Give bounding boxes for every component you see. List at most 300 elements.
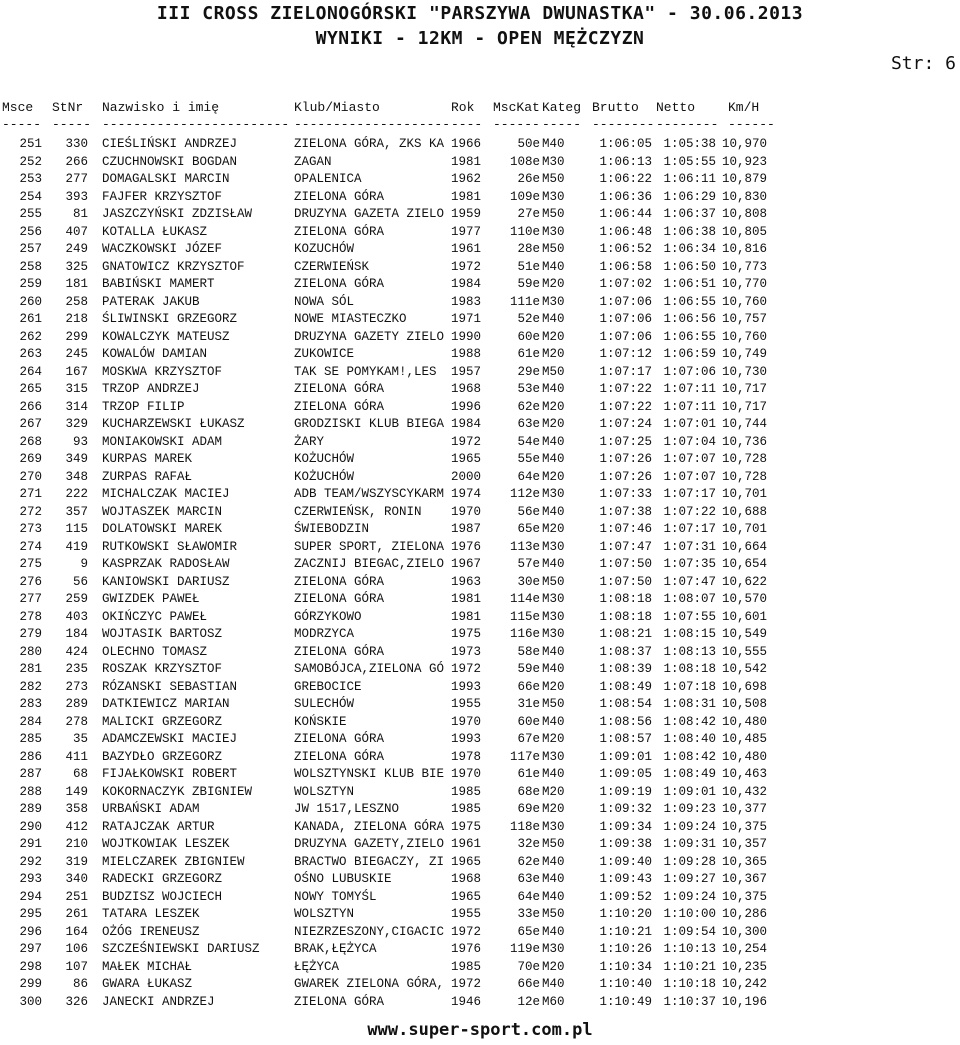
cell-athlete-name: ZURPAS RAFAŁ <box>102 469 193 484</box>
cell-place: 273 <box>19 522 42 536</box>
cell-club: OPALENICA <box>294 172 362 186</box>
cell-category: M30 <box>542 592 565 606</box>
cell-gross-time: 1:08:21 <box>599 627 652 641</box>
cell-place: 266 <box>19 399 42 414</box>
table-row <box>0 346 960 364</box>
table-row <box>0 871 960 889</box>
cell-net-time: 1:07:47 <box>663 574 716 589</box>
cell-place: 284 <box>19 714 42 729</box>
cell-category: M30 <box>542 294 565 309</box>
cell-category: M20 <box>542 277 565 291</box>
header-separator <box>0 116 960 134</box>
cell-net-time: 1:06:29 <box>663 189 716 204</box>
cell-club: ZIELONA GÓRA <box>294 592 385 606</box>
cell-gross-time: 1:06:58 <box>599 259 652 274</box>
table-row <box>0 574 960 592</box>
table-row <box>0 661 960 679</box>
cell-net-time: 1:09:24 <box>663 889 716 904</box>
cell-gross-time: 1:09:32 <box>599 802 652 816</box>
cell-birth-year: 1972 <box>451 434 482 449</box>
cell-place: 280 <box>19 644 42 659</box>
cell-net-time: 1:06:37 <box>663 207 716 221</box>
cell-gross-time: 1:09:40 <box>599 854 652 869</box>
cell-athlete-name: FAJFER KRZYSZTOF <box>102 189 223 204</box>
cell-start-number: 412 <box>65 819 88 834</box>
cell-category: M40 <box>542 557 565 571</box>
cell-speed: 10,744 <box>722 417 768 431</box>
cell-category: M50 <box>542 242 565 256</box>
table-row <box>0 521 960 539</box>
cell-category: M50 <box>542 172 565 186</box>
cell-start-number: 86 <box>72 977 88 991</box>
cell-net-time: 1:06:55 <box>663 329 716 344</box>
table-row <box>0 906 960 924</box>
table-row <box>0 644 960 662</box>
table-row <box>0 609 960 627</box>
cell-start-number: 181 <box>65 277 88 291</box>
cell-category: M40 <box>542 644 565 659</box>
cell-club: GREBOCICE <box>294 679 362 694</box>
cell-athlete-name: JASZCZYŃSKI ZDZISŁAW <box>102 207 253 221</box>
cell-category: M20 <box>542 784 565 799</box>
cell-club: ADB TEAM/WSZYSCYKARM <box>294 487 445 501</box>
separator-brutto: -------- <box>592 117 655 132</box>
cell-category: M20 <box>542 417 565 431</box>
cell-athlete-name: KANIOWSKI DARIUSZ <box>102 574 230 589</box>
cell-club: ZACZNIJ BIEGAC,ZIELO <box>294 557 445 571</box>
cell-net-time: 1:07:07 <box>663 469 716 484</box>
cell-speed: 10,654 <box>722 557 768 571</box>
cell-gross-time: 1:09:34 <box>599 819 652 834</box>
cell-net-time: 1:09:31 <box>663 837 716 851</box>
cell-birth-year: 1955 <box>451 907 482 921</box>
cell-speed: 10,760 <box>722 329 768 344</box>
cell-net-time: 1:10:13 <box>663 942 716 956</box>
cell-athlete-name: WOJTKOWIAK LESZEK <box>102 837 230 851</box>
cell-net-time: 1:07:55 <box>663 609 716 624</box>
cell-speed: 10,365 <box>722 854 768 869</box>
cell-category-place: 112e <box>509 487 540 501</box>
cell-club: ZIELONA GÓRA, ZKS KA <box>294 137 445 151</box>
cell-start-number: 258 <box>65 294 88 309</box>
cell-start-number: 164 <box>65 924 88 939</box>
cell-net-time: 1:09:23 <box>663 802 716 816</box>
cell-net-time: 1:08:49 <box>663 767 716 781</box>
cell-place: 260 <box>19 294 42 309</box>
cell-place: 296 <box>19 924 42 939</box>
cell-speed: 10,728 <box>722 452 768 466</box>
cell-club: SULECHÓW <box>294 697 355 711</box>
cell-club: KOŻUCHÓW <box>294 452 355 466</box>
cell-birth-year: 1972 <box>451 977 482 991</box>
cell-gross-time: 1:09:05 <box>599 767 652 781</box>
cell-category-place: 53e <box>517 382 540 396</box>
cell-place: 269 <box>19 452 42 466</box>
cell-category: M40 <box>542 872 565 886</box>
table-row <box>0 294 960 312</box>
cell-category-place: 60e <box>517 714 540 729</box>
cell-athlete-name: RUTKOWSKI SŁAWOMIR <box>102 539 238 554</box>
cell-net-time: 1:08:18 <box>663 662 716 676</box>
cell-birth-year: 1985 <box>451 959 482 974</box>
cell-category: M50 <box>542 837 565 851</box>
cell-athlete-name: JANECKI ANDRZEJ <box>102 994 215 1009</box>
cell-category: M20 <box>542 347 565 361</box>
table-row <box>0 556 960 574</box>
cell-category-place: 33e <box>517 907 540 921</box>
cell-category-place: 68e <box>517 784 540 799</box>
cell-category-place: 61e <box>517 767 540 781</box>
cell-category: M20 <box>542 679 565 694</box>
cell-net-time: 1:10:00 <box>663 907 716 921</box>
results-table <box>0 136 960 1011</box>
cell-category: M20 <box>542 522 565 536</box>
table-row <box>0 714 960 732</box>
cell-athlete-name: WOJTASIK BARTOSZ <box>102 627 223 641</box>
cell-club: KOZUCHÓW <box>294 242 355 256</box>
cell-athlete-name: MAŁEK MICHAŁ <box>102 959 193 974</box>
cell-category-place: 60e <box>517 329 540 344</box>
cell-gross-time: 1:08:18 <box>599 609 652 624</box>
cell-start-number: 9 <box>80 557 88 571</box>
cell-category-place: 30e <box>517 574 540 589</box>
cell-athlete-name: BABIŃSKI MAMERT <box>102 277 215 291</box>
cell-athlete-name: KURPAS MAREK <box>102 452 193 466</box>
cell-athlete-name: BAZYDŁO GRZEGORZ <box>102 749 223 764</box>
cell-net-time: 1:06:34 <box>663 242 716 256</box>
cell-category-place: 31e <box>517 697 540 711</box>
cell-place: 285 <box>19 732 42 746</box>
cell-gross-time: 1:08:57 <box>599 732 652 746</box>
table-row <box>0 171 960 189</box>
cell-net-time: 1:08:40 <box>663 732 716 746</box>
cell-gross-time: 1:06:52 <box>599 242 652 256</box>
cell-athlete-name: MOSKWA KRZYSZTOF <box>102 364 223 379</box>
cell-net-time: 1:06:11 <box>663 172 716 186</box>
cell-start-number: 261 <box>65 907 88 921</box>
table-row <box>0 539 960 557</box>
cell-category-place: 27e <box>517 207 540 221</box>
cell-start-number: 81 <box>72 207 88 221</box>
cell-athlete-name: CIEŚLIŃSKI ANDRZEJ <box>102 137 238 151</box>
cell-gross-time: 1:08:39 <box>599 662 652 676</box>
cell-athlete-name: WOJTASZEK MARCIN <box>102 504 223 519</box>
col-header-netto: Netto <box>656 100 696 115</box>
cell-category-place: 109e <box>509 189 540 204</box>
cell-place: 277 <box>19 592 42 606</box>
cell-club: ZIELONA GÓRA <box>294 224 385 239</box>
cell-start-number: 106 <box>65 942 88 956</box>
cell-birth-year: 1987 <box>451 522 482 536</box>
cell-speed: 10,432 <box>722 784 768 799</box>
cell-athlete-name: TATARA LESZEK <box>102 907 200 921</box>
cell-birth-year: 1975 <box>451 819 482 834</box>
separator-kateg: ----- <box>542 117 582 132</box>
cell-gross-time: 1:09:43 <box>599 872 652 886</box>
cell-start-number: 235 <box>65 662 88 676</box>
cell-athlete-name: DOLATOWSKI MAREK <box>102 522 223 536</box>
cell-gross-time: 1:06:05 <box>599 137 652 151</box>
cell-speed: 10,254 <box>722 942 768 956</box>
cell-category: M40 <box>542 662 565 676</box>
cell-athlete-name: ŚLIWINSKI GRZEGORZ <box>102 312 238 326</box>
table-row <box>0 434 960 452</box>
cell-place: 286 <box>19 749 42 764</box>
page-number: Str: 6 <box>890 53 956 74</box>
cell-start-number: 419 <box>65 539 88 554</box>
cell-start-number: 315 <box>65 382 88 396</box>
cell-net-time: 1:07:18 <box>663 679 716 694</box>
cell-club: WOLSZTYNSKI KLUB BIE <box>294 767 445 781</box>
cell-gross-time: 1:08:54 <box>599 697 652 711</box>
cell-category-place: 115e <box>509 609 540 624</box>
cell-speed: 10,508 <box>722 697 768 711</box>
cell-birth-year: 1966 <box>451 137 482 151</box>
cell-club: ŁĘŻYCA <box>294 959 340 974</box>
table-row <box>0 381 960 399</box>
cell-athlete-name: KOTALLA ŁUKASZ <box>102 224 208 239</box>
cell-gross-time: 1:07:33 <box>599 487 652 501</box>
cell-start-number: 411 <box>65 749 88 764</box>
cell-net-time: 1:10:18 <box>663 977 716 991</box>
cell-gross-time: 1:09:38 <box>599 837 652 851</box>
cell-gross-time: 1:06:13 <box>599 154 652 169</box>
cell-place: 268 <box>19 434 42 449</box>
cell-birth-year: 1959 <box>451 207 482 221</box>
cell-start-number: 273 <box>65 679 88 694</box>
cell-category: M40 <box>542 312 565 326</box>
cell-athlete-name: GWIZDEK PAWEŁ <box>102 592 200 606</box>
cell-start-number: 184 <box>65 627 88 641</box>
cell-speed: 10,717 <box>722 399 768 414</box>
cell-category-place: 63e <box>517 417 540 431</box>
cell-category-place: 67e <box>517 732 540 746</box>
cell-category: M20 <box>542 329 565 344</box>
cell-place: 264 <box>19 364 42 379</box>
cell-net-time: 1:09:54 <box>663 924 716 939</box>
cell-birth-year: 1985 <box>451 784 482 799</box>
table-row <box>0 504 960 522</box>
cell-gross-time: 1:07:38 <box>599 504 652 519</box>
cell-gross-time: 1:07:17 <box>599 364 652 379</box>
cell-net-time: 1:09:01 <box>663 784 716 799</box>
cell-net-time: 1:05:38 <box>663 137 716 151</box>
cell-category: M40 <box>542 977 565 991</box>
cell-category-place: 114e <box>509 592 540 606</box>
cell-net-time: 1:06:59 <box>663 347 716 361</box>
cell-start-number: 289 <box>65 697 88 711</box>
table-row <box>0 154 960 172</box>
cell-athlete-name: OKIŃCZYC PAWEŁ <box>102 609 208 624</box>
cell-birth-year: 1970 <box>451 714 482 729</box>
cell-club: GWAREK ZIELONA GÓRA, <box>294 977 445 991</box>
cell-place: 252 <box>19 154 42 169</box>
cell-category: M50 <box>542 364 565 379</box>
cell-net-time: 1:08:42 <box>663 749 716 764</box>
cell-birth-year: 1978 <box>451 749 482 764</box>
cell-birth-year: 1975 <box>451 627 482 641</box>
cell-category-place: 59e <box>517 277 540 291</box>
cell-club: WOLSZTYN <box>294 784 355 799</box>
separator-name: ------------------------ <box>102 117 290 132</box>
cell-speed: 10,601 <box>722 609 768 624</box>
cell-club: ZAGAN <box>294 154 332 169</box>
cell-speed: 10,367 <box>722 872 768 886</box>
cell-category: M30 <box>542 487 565 501</box>
cell-club: BRAK,ŁĘŻYCA <box>294 942 377 956</box>
cell-club: ZIELONA GÓRA <box>294 574 385 589</box>
cell-category: M30 <box>542 609 565 624</box>
cell-birth-year: 1972 <box>451 924 482 939</box>
cell-speed: 10,357 <box>722 837 768 851</box>
cell-speed: 10,770 <box>722 277 768 291</box>
cell-speed: 10,730 <box>722 364 768 379</box>
cell-birth-year: 1962 <box>451 172 482 186</box>
cell-club: KOŃSKIE <box>294 714 347 729</box>
cell-speed: 10,375 <box>722 819 768 834</box>
cell-gross-time: 1:07:06 <box>599 329 652 344</box>
cell-start-number: 357 <box>65 504 88 519</box>
cell-net-time: 1:07:22 <box>663 504 716 519</box>
cell-place: 274 <box>19 539 42 554</box>
cell-category-place: 32e <box>517 837 540 851</box>
table-row <box>0 451 960 469</box>
cell-gross-time: 1:06:36 <box>599 189 652 204</box>
cell-place: 262 <box>19 329 42 344</box>
cell-speed: 10,300 <box>722 924 768 939</box>
cell-place: 253 <box>19 172 42 186</box>
cell-gross-time: 1:07:06 <box>599 312 652 326</box>
cell-birth-year: 1961 <box>451 837 482 851</box>
cell-gross-time: 1:06:48 <box>599 224 652 239</box>
cell-athlete-name: RADECKI GRZEGORZ <box>102 872 223 886</box>
cell-category-place: 56e <box>517 504 540 519</box>
cell-category-place: 55e <box>517 452 540 466</box>
separator-kmh: ------ <box>728 117 775 132</box>
cell-club: SAMOBÓJCA,ZIELONA GÓ <box>294 662 445 676</box>
col-header-msckat: MscKat <box>493 100 540 115</box>
cell-birth-year: 1972 <box>451 662 482 676</box>
cell-start-number: 222 <box>65 487 88 501</box>
cell-category-place: 64e <box>517 889 540 904</box>
cell-birth-year: 1993 <box>451 679 482 694</box>
table-row <box>0 854 960 872</box>
cell-start-number: 348 <box>65 469 88 484</box>
cell-birth-year: 1946 <box>451 994 482 1009</box>
cell-speed: 10,808 <box>722 207 768 221</box>
table-row <box>0 679 960 697</box>
cell-speed: 10,480 <box>722 749 768 764</box>
cell-start-number: 325 <box>65 259 88 274</box>
cell-category-place: 12e <box>517 994 540 1009</box>
cell-category-place: 65e <box>517 924 540 939</box>
cell-athlete-name: GWARA ŁUKASZ <box>102 977 193 991</box>
cell-category: M20 <box>542 732 565 746</box>
cell-category-place: 66e <box>517 977 540 991</box>
cell-athlete-name: FIJAŁKOWSKI ROBERT <box>102 767 238 781</box>
cell-birth-year: 1993 <box>451 732 482 746</box>
cell-place: 300 <box>19 994 42 1009</box>
cell-speed: 10,701 <box>722 522 768 536</box>
cell-birth-year: 1972 <box>451 259 482 274</box>
cell-club: ZUKOWICE <box>294 347 355 361</box>
cell-athlete-name: OŻÓG IRENEUSZ <box>102 924 200 939</box>
cell-start-number: 424 <box>65 644 88 659</box>
cell-athlete-name: SZCZEŚNIEWSKI DARIUSZ <box>102 942 260 956</box>
cell-birth-year: 1981 <box>451 609 482 624</box>
cell-start-number: 249 <box>65 242 88 256</box>
cell-place: 255 <box>19 207 42 221</box>
cell-place: 282 <box>19 679 42 694</box>
cell-gross-time: 1:08:49 <box>599 679 652 694</box>
cell-start-number: 326 <box>65 994 88 1009</box>
cell-start-number: 277 <box>65 172 88 186</box>
cell-place: 261 <box>19 312 42 326</box>
cell-gross-time: 1:06:22 <box>599 172 652 186</box>
cell-gross-time: 1:10:20 <box>599 907 652 921</box>
cell-category-place: 117e <box>509 749 540 764</box>
cell-category-place: 70e <box>517 959 540 974</box>
table-row <box>0 941 960 959</box>
cell-birth-year: 1977 <box>451 224 482 239</box>
separator-netto: -------- <box>656 117 719 132</box>
cell-place: 290 <box>19 819 42 834</box>
cell-birth-year: 1967 <box>451 557 482 571</box>
cell-birth-year: 1985 <box>451 802 482 816</box>
cell-category: M50 <box>542 697 565 711</box>
cell-gross-time: 1:07:22 <box>599 399 652 414</box>
cell-club: ŻARY <box>294 434 325 449</box>
cell-club: WOLSZTYN <box>294 907 355 921</box>
cell-club: GÓRZYKOWO <box>294 609 362 624</box>
cell-birth-year: 1981 <box>451 592 482 606</box>
cell-athlete-name: TRZOP FILIP <box>102 399 185 414</box>
cell-category-place: 26e <box>517 172 540 186</box>
cell-athlete-name: RATAJCZAK ARTUR <box>102 819 215 834</box>
cell-net-time: 1:10:37 <box>663 994 716 1009</box>
cell-start-number: 278 <box>65 714 88 729</box>
cell-category: M50 <box>542 907 565 921</box>
cell-category-place: 50e <box>517 137 540 151</box>
table-row <box>0 749 960 767</box>
cell-category-place: 54e <box>517 434 540 449</box>
cell-category: M60 <box>542 994 565 1009</box>
cell-birth-year: 1968 <box>451 382 482 396</box>
cell-net-time: 1:08:13 <box>663 644 716 659</box>
cell-speed: 10,549 <box>722 627 768 641</box>
cell-club: OŚNO LUBUSKIE <box>294 872 392 886</box>
cell-category: M30 <box>542 627 565 641</box>
table-row <box>0 731 960 749</box>
cell-start-number: 93 <box>72 434 88 449</box>
separator-msckat: ------ <box>493 117 540 132</box>
cell-place: 263 <box>19 347 42 361</box>
cell-birth-year: 1965 <box>451 889 482 904</box>
col-header-club: Klub/Miasto <box>294 100 380 115</box>
cell-category-place: 110e <box>509 224 540 239</box>
table-row <box>0 189 960 207</box>
cell-speed: 10,463 <box>722 767 768 781</box>
cell-net-time: 1:08:42 <box>663 714 716 729</box>
cell-club: BRACTWO BIEGACZY, ZI <box>294 854 445 869</box>
cell-birth-year: 1974 <box>451 487 482 501</box>
cell-club: GRODZISKI KLUB BIEGA <box>294 417 445 431</box>
cell-club: ZIELONA GÓRA <box>294 732 385 746</box>
cell-place: 283 <box>19 697 42 711</box>
col-header-rok: Rok <box>451 100 475 115</box>
cell-gross-time: 1:07:24 <box>599 417 652 431</box>
cell-net-time: 1:07:01 <box>663 417 716 431</box>
